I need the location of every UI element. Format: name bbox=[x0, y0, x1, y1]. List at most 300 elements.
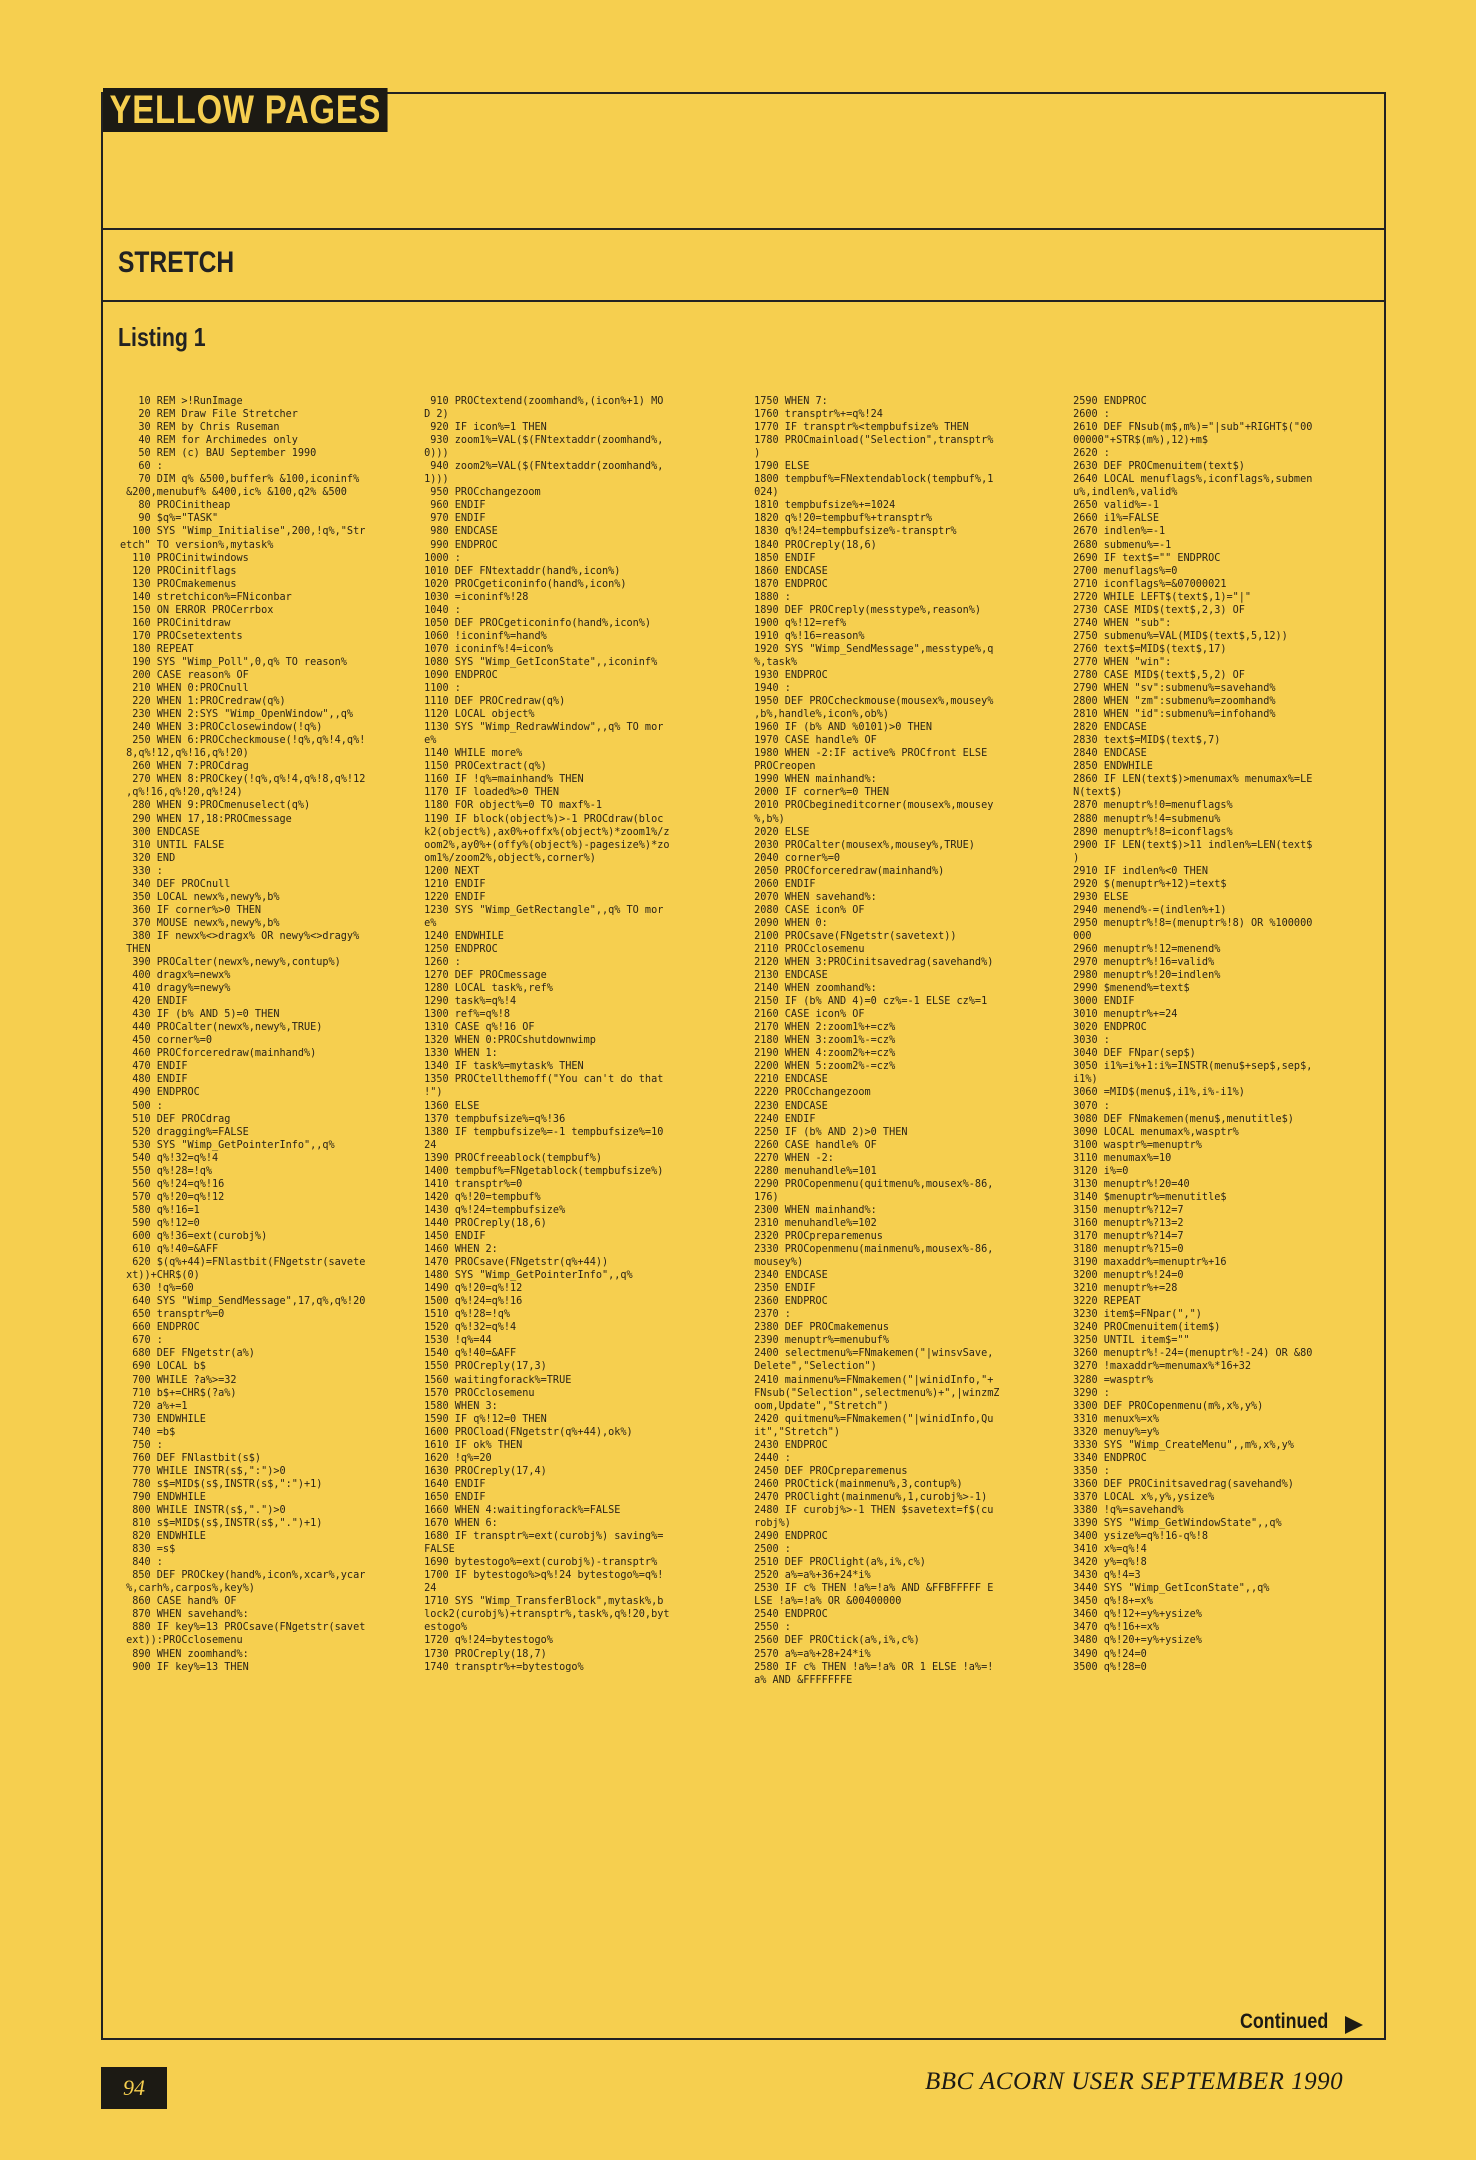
code-line: 1700 IF bytestogo%>q%!24 bytestogo%=q%! bbox=[418, 1570, 664, 1582]
code-column-4 bbox=[1067, 395, 1312, 1950]
code-line: 1740 transptr%+=bytestogo% bbox=[418, 1661, 584, 1673]
code-line: 1390 PROCfreeablock(tempbuf%) bbox=[418, 1152, 603, 1164]
code-line: 3200 menuptr%!24=0 bbox=[1067, 1270, 1184, 1282]
code-line: 120 PROCinitflags bbox=[120, 565, 237, 577]
code-line: 1520 q%!32=q%!4 bbox=[418, 1322, 517, 1334]
code-line: 1180 FOR object%=0 TO maxf%-1 bbox=[418, 800, 603, 812]
code-line: 3310 menux%=x% bbox=[1067, 1413, 1160, 1425]
code-line: 800 WHILE INSTR(s$,".")>0 bbox=[120, 1504, 286, 1516]
code-line: 750 : bbox=[120, 1439, 163, 1451]
code-line: %,b%) bbox=[748, 813, 785, 825]
code-line: 730 ENDWHILE bbox=[120, 1413, 206, 1425]
code-line: 80 PROCinitheap bbox=[120, 500, 231, 512]
code-line: 1430 q%!24=tempbufsize% bbox=[418, 1204, 566, 1216]
code-line: 240 WHEN 3:PROCclosewindow(!q%) bbox=[120, 722, 323, 734]
code-line: 1250 ENDPROC bbox=[418, 943, 498, 955]
code-line: &200,menubuf% &400,ic% &100,q2% &500 bbox=[120, 487, 347, 499]
code-line: 2070 WHEN savehand%: bbox=[748, 891, 877, 903]
code-line: 650 transptr%=0 bbox=[120, 1309, 225, 1321]
code-line: 2340 ENDCASE bbox=[748, 1270, 828, 1282]
code-line: 180 REPEAT bbox=[120, 643, 194, 655]
code-line: 3010 menuptr%+=24 bbox=[1067, 1009, 1178, 1021]
code-line: 2560 DEF PROCtick(a%,i%,c%) bbox=[748, 1635, 920, 1647]
code-line: 780 s$=MID$(s$,INSTR(s$,":")+1) bbox=[120, 1478, 323, 1490]
code-line: N(text$) bbox=[1067, 787, 1123, 799]
code-line: 10 REM >!RunImage bbox=[120, 396, 243, 407]
code-column-1 bbox=[120, 395, 365, 1950]
code-line: 220 WHEN 1:PROCredraw(q%) bbox=[120, 696, 286, 708]
code-line: 2790 WHEN "sv":submenu%=savehand% bbox=[1067, 683, 1276, 695]
code-line: 2530 IF c% THEN !a%=!a% AND &FFBFFFFF E bbox=[748, 1583, 994, 1595]
code-line: 3370 LOCAL x%,y%,ysize% bbox=[1067, 1491, 1215, 1503]
code-line: 1230 SYS "Wimp_GetRectangle",,q% TO mor bbox=[418, 904, 664, 916]
code-line: 270 WHEN 8:PROCkey(!q%,q%!4,q%!8,q%!12 bbox=[120, 774, 366, 786]
code-line: 310 UNTIL FALSE bbox=[120, 839, 225, 851]
code-line: 2180 WHEN 3:zoom1%-=cz% bbox=[748, 1035, 896, 1047]
code-line: 360 IF corner%>0 THEN bbox=[120, 904, 262, 916]
code-line: 1970 CASE handle% OF bbox=[748, 735, 877, 747]
code-line: 1480 SYS "Wimp_GetPointerInfo",,q% bbox=[418, 1270, 633, 1282]
code-line: 3350 : bbox=[1067, 1465, 1110, 1477]
code-line: 3070 : bbox=[1067, 1100, 1110, 1112]
code-line: 760 DEF FNlastbit(s$) bbox=[120, 1452, 262, 1464]
code-line: 3050 i1%=i%+1:i%=INSTR(menu$+sep$,sep$, bbox=[1067, 1061, 1313, 1073]
code-line: 3250 UNTIL item$="" bbox=[1067, 1335, 1190, 1347]
code-line: 1840 PROCreply(18,6) bbox=[748, 539, 877, 551]
code-line: 1600 PROCload(FNgetstr(q%+44),ok%) bbox=[418, 1426, 633, 1438]
code-line: 1490 q%!20=q%!12 bbox=[418, 1283, 523, 1295]
code-line: 2500 : bbox=[748, 1544, 791, 1556]
code-line: 2710 iconflags%=&07000021 bbox=[1067, 578, 1227, 590]
code-line: 2130 ENDCASE bbox=[748, 970, 828, 982]
code-line: 2040 corner%=0 bbox=[748, 852, 841, 864]
code-line: 2200 WHEN 5:zoom2%-=cz% bbox=[748, 1061, 896, 1073]
code-line: 3180 menuptr%?15=0 bbox=[1067, 1244, 1184, 1256]
code-line: 1200 NEXT bbox=[418, 865, 480, 877]
code-line: 1030 =iconinf%!28 bbox=[418, 591, 529, 603]
code-line: 1))) bbox=[418, 474, 449, 486]
code-line: 2670 indlen%=-1 bbox=[1067, 526, 1166, 538]
code-line: 1680 IF transptr%=ext(curobj%) saving%= bbox=[418, 1531, 664, 1543]
code-line: 280 WHEN 9:PROCmenuselect(q%) bbox=[120, 800, 311, 812]
code-line: 2050 PROCforceredraw(mainhand%) bbox=[748, 865, 945, 877]
code-line: 1850 ENDIF bbox=[748, 552, 816, 564]
code-line: 2250 IF (b% AND 2)>0 THEN bbox=[748, 1126, 908, 1138]
code-line: 2820 ENDCASE bbox=[1067, 722, 1147, 734]
code-line: 2450 DEF PROCpreparemenus bbox=[748, 1465, 908, 1477]
code-line: 1920 SYS "Wimp_SendMessage",messtype%,q bbox=[748, 643, 994, 655]
code-line: 2840 ENDCASE bbox=[1067, 748, 1147, 760]
section-banner: YELLOW PAGES bbox=[103, 88, 388, 132]
code-line: 40 REM for Archimedes only bbox=[120, 435, 298, 447]
code-line: 670 : bbox=[120, 1335, 163, 1347]
code-line: 1050 DEF PROCgeticoninfo(hand%,icon%) bbox=[418, 617, 652, 629]
code-line: 1910 q%!16=reason% bbox=[748, 630, 865, 642]
code-line: 2160 CASE icon% OF bbox=[748, 1009, 865, 1021]
code-line: 2280 menuhandle%=101 bbox=[748, 1165, 877, 1177]
code-line: 2060 ENDIF bbox=[748, 878, 816, 890]
code-line: 1330 WHEN 1: bbox=[418, 1048, 498, 1060]
code-line: 830 =s$ bbox=[120, 1544, 176, 1556]
code-line: 1560 waitingforack%=TRUE bbox=[418, 1374, 572, 1386]
code-line: 740 =b$ bbox=[120, 1426, 176, 1438]
code-line: 1190 IF block(object%)>-1 PROCdraw(bloc bbox=[418, 813, 664, 825]
code-line: 690 LOCAL b$ bbox=[120, 1361, 206, 1373]
code-line: 1260 : bbox=[418, 957, 461, 969]
code-line: 3280 =wasptr% bbox=[1067, 1374, 1153, 1386]
code-line: 1170 IF loaded%>0 THEN bbox=[418, 787, 560, 799]
code-line: 980 ENDCASE bbox=[418, 526, 498, 538]
code-line: 140 stretchicon%=FNiconbar bbox=[120, 591, 292, 603]
code-line: 1160 IF !q%=mainhand% THEN bbox=[418, 774, 584, 786]
code-line: 2630 DEF PROCmenuitem(text$) bbox=[1067, 461, 1245, 473]
code-line: 1650 ENDIF bbox=[418, 1491, 486, 1503]
code-line: 3300 DEF PROCopenmenu(m%,x%,y%) bbox=[1067, 1400, 1264, 1412]
code-line: 880 IF key%=13 PROCsave(FNgetstr(savet bbox=[120, 1622, 366, 1634]
code-line: 1420 q%!20=tempbuf% bbox=[418, 1191, 541, 1203]
code-line: 2150 IF (b% AND 4)=0 cz%=-1 ELSE cz%=1 bbox=[748, 996, 988, 1008]
code-line: 1900 q%!12=ref% bbox=[748, 617, 847, 629]
code-line: 1460 WHEN 2: bbox=[418, 1244, 498, 1256]
code-line: 3210 menuptr%+=28 bbox=[1067, 1283, 1178, 1295]
code-line: 000 bbox=[1067, 930, 1092, 942]
code-line: 2260 CASE handle% OF bbox=[748, 1139, 877, 1151]
code-line: 1510 q%!28=!q% bbox=[418, 1309, 511, 1321]
code-line: 8,q%!12,q%!16,q%!20) bbox=[120, 748, 249, 760]
code-line: xt))+CHR$(0) bbox=[120, 1270, 200, 1282]
code-line: 2300 WHEN mainhand%: bbox=[748, 1204, 877, 1216]
footer-text: BBC ACORN USER SEPTEMBER 1990 bbox=[925, 2068, 1344, 2095]
code-line: 176) bbox=[748, 1191, 779, 1203]
code-line: 1210 ENDIF bbox=[418, 878, 486, 890]
code-line: 1890 DEF PROCreply(messtype%,reason%) bbox=[748, 604, 982, 616]
code-line: 2640 LOCAL menuflags%,iconflags%,submen bbox=[1067, 474, 1313, 486]
code-line: 3490 q%!24=0 bbox=[1067, 1648, 1147, 1660]
code-line: 3230 item$=FNpar(",") bbox=[1067, 1309, 1202, 1321]
code-line: FNsub("Selection",selectmenu%)+",|winzmZ bbox=[748, 1387, 1000, 1399]
code-line: 24 bbox=[418, 1139, 437, 1151]
code-line: 1400 tempbuf%=FNgetablock(tempbufsize%) bbox=[418, 1165, 664, 1177]
code-line: 3080 DEF FNmakemen(menu$,menutitle$) bbox=[1067, 1113, 1294, 1125]
code-line: 3340 ENDPROC bbox=[1067, 1452, 1147, 1464]
code-line: 1110 DEF PROCredraw(q%) bbox=[418, 696, 566, 708]
code-line: 3220 REPEAT bbox=[1067, 1296, 1141, 1308]
code-line: 2310 menuhandle%=102 bbox=[748, 1217, 877, 1229]
code-line: 320 END bbox=[120, 852, 176, 864]
code-line: 1870 ENDPROC bbox=[748, 578, 828, 590]
code-line: 100 SYS "Wimp_Initialise",200,!q%,"Str bbox=[120, 526, 366, 538]
code-line: a% AND &FFFFFFFE bbox=[748, 1674, 853, 1686]
code-line: 3120 i%=0 bbox=[1067, 1165, 1129, 1177]
code-line: 1040 : bbox=[418, 604, 461, 616]
article-title: STRETCH bbox=[118, 246, 235, 279]
code-line: 2220 PROCchangezoom bbox=[748, 1087, 871, 1099]
code-line: 00000"+STR$(m%),12)+m$ bbox=[1067, 435, 1209, 447]
code-line: 2810 WHEN "id":submenu%=infohand% bbox=[1067, 709, 1276, 721]
code-line: 950 PROCchangezoom bbox=[418, 487, 541, 499]
code-line: 2170 WHEN 2:zoom1%+=cz% bbox=[748, 1022, 896, 1034]
code-line: 2090 WHEN 0: bbox=[748, 917, 828, 929]
code-line: 3090 LOCAL menumax%,wasptr% bbox=[1067, 1126, 1239, 1138]
code-line: 1640 ENDIF bbox=[418, 1478, 486, 1490]
code-line: 3060 =MID$(menu$,i1%,i%-i1%) bbox=[1067, 1087, 1245, 1099]
code-line: 290 WHEN 17,18:PROCmessage bbox=[120, 813, 292, 825]
code-line: 2920 $(menuptr%+12)=text$ bbox=[1067, 878, 1227, 890]
code-line: 2730 CASE MID$(text$,2,3) OF bbox=[1067, 604, 1245, 616]
code-line: 1120 LOCAL object% bbox=[418, 709, 535, 721]
code-line: 160 PROCinitdraw bbox=[120, 617, 231, 629]
code-line: 590 q%!12=0 bbox=[120, 1217, 200, 1229]
code-line: lock2(curobj%)+transptr%,task%,q%!20,byt bbox=[418, 1609, 670, 1621]
code-line: 3360 DEF PROCinitsavedrag(savehand%) bbox=[1067, 1478, 1294, 1490]
code-line: 024) bbox=[748, 487, 779, 499]
code-line: mousey%) bbox=[748, 1257, 804, 1269]
code-line: 2000 IF corner%=0 THEN bbox=[748, 787, 890, 799]
code-line: 450 corner%=0 bbox=[120, 1035, 213, 1047]
code-line: 2030 PROCalter(mousex%,mousey%,TRUE) bbox=[748, 839, 975, 851]
code-line: 2860 IF LEN(text$)>menumax% menumax%=LE bbox=[1067, 774, 1313, 786]
code-line: 660 ENDPROC bbox=[120, 1322, 200, 1334]
code-line: 2580 IF c% THEN !a%=!a% OR 1 ELSE !a%=! bbox=[748, 1661, 994, 1673]
code-line: LSE !a%=!a% OR &00400000 bbox=[748, 1596, 902, 1608]
code-line: 200 CASE reason% OF bbox=[120, 669, 249, 681]
code-line: k2(object%),ax0%+offx%(object%)*zoom1%/z bbox=[418, 826, 670, 838]
code-line: 640 SYS "Wimp_SendMessage",17,q%,q%!20 bbox=[120, 1296, 366, 1308]
code-line: 90 $q%="TASK" bbox=[120, 513, 219, 525]
code-line: 2960 menuptr%!12=menend% bbox=[1067, 943, 1221, 955]
code-line: 2850 ENDWHILE bbox=[1067, 761, 1153, 773]
code-line: 440 PROCalter(newx%,newy%,TRUE) bbox=[120, 1022, 323, 1034]
code-line: 24 bbox=[418, 1583, 437, 1595]
code-line: 3450 q%!8+=x% bbox=[1067, 1596, 1153, 1608]
code-line: 820 ENDWHILE bbox=[120, 1531, 206, 1543]
code-line: !") bbox=[418, 1087, 443, 1099]
code-line: 700 WHILE ?a%>=32 bbox=[120, 1374, 237, 1386]
code-line: 2620 : bbox=[1067, 448, 1110, 460]
code-line: 2190 WHEN 4:zoom2%+=cz% bbox=[748, 1048, 896, 1060]
code-line: i1%) bbox=[1067, 1074, 1098, 1086]
code-line: om1%/zoom2%,object%,corner%) bbox=[418, 852, 596, 864]
code-line: 3380 !q%=savehand% bbox=[1067, 1504, 1184, 1516]
code-line: 2870 menuptr%!0=menuflags% bbox=[1067, 800, 1233, 812]
code-line: 430 IF (b% AND 5)=0 THEN bbox=[120, 1009, 280, 1021]
code-line: 900 IF key%=13 THEN bbox=[120, 1661, 249, 1673]
code-line: 940 zoom2%=VAL($(FNtextaddr(zoomhand%, bbox=[418, 461, 664, 473]
code-line: 960 ENDIF bbox=[418, 500, 486, 512]
code-line: 1090 ENDPROC bbox=[418, 669, 498, 681]
code-line: 1750 WHEN 7: bbox=[748, 396, 828, 407]
code-line: 2770 WHEN "win": bbox=[1067, 656, 1172, 668]
code-line: 2440 : bbox=[748, 1452, 791, 1464]
code-line: 2970 menuptr%!16=valid% bbox=[1067, 957, 1215, 969]
code-line: 2290 PROCopenmenu(quitmenu%,mousex%-86, bbox=[748, 1178, 994, 1190]
code-line: 560 q%!24=q%!16 bbox=[120, 1178, 225, 1190]
page-number: 94 bbox=[101, 2067, 167, 2109]
code-line: 1020 PROCgeticoninfo(hand%,icon%) bbox=[418, 578, 627, 590]
code-line: 1950 DEF PROCcheckmouse(mousex%,mousey% bbox=[748, 696, 994, 708]
code-line: 3240 PROCmenuitem(item$) bbox=[1067, 1322, 1221, 1334]
code-line: 2270 WHEN -2: bbox=[748, 1152, 834, 1164]
code-line: 1930 ENDPROC bbox=[748, 669, 828, 681]
code-line: 260 WHEN 7:PROCdrag bbox=[120, 761, 249, 773]
code-line: 710 b$+=CHR$(?a%) bbox=[120, 1387, 237, 1399]
code-line: 2240 ENDIF bbox=[748, 1113, 816, 1125]
code-line: 1540 q%!40=&AFF bbox=[418, 1348, 517, 1360]
code-line: 3460 q%!12+=y%+ysize% bbox=[1067, 1609, 1202, 1621]
code-line: 1660 WHEN 4:waitingforack%=FALSE bbox=[418, 1504, 621, 1516]
code-line: 30 REM by Chris Ruseman bbox=[120, 422, 280, 434]
code-line: 610 q%!40=&AFF bbox=[120, 1244, 219, 1256]
code-line: 2950 menuptr%!8=(menuptr%!8) OR %100000 bbox=[1067, 917, 1313, 929]
code-line: 400 dragx%=newx% bbox=[120, 970, 231, 982]
code-line: 1720 q%!24=bytestogo% bbox=[418, 1635, 553, 1647]
code-line: 3440 SYS "Wimp_GetIconState",,q% bbox=[1067, 1583, 1270, 1595]
code-line: oom,Update","Stretch") bbox=[748, 1400, 890, 1412]
code-line: PROCreopen bbox=[748, 761, 816, 773]
code-line: 2800 WHEN "zm":submenu%=zoomhand% bbox=[1067, 696, 1276, 708]
code-line: 2020 ELSE bbox=[748, 826, 810, 838]
code-line: 1980 WHEN -2:IF active% PROCfront ELSE bbox=[748, 748, 988, 760]
code-column-2 bbox=[418, 395, 669, 1950]
code-line: 990 ENDPROC bbox=[418, 539, 498, 551]
code-line: 3170 menuptr%?14=7 bbox=[1067, 1231, 1184, 1242]
code-line: 2480 IF curobj%>-1 THEN $savetext=f$(cu bbox=[748, 1504, 994, 1516]
code-line: 2080 CASE icon% OF bbox=[748, 904, 865, 916]
code-line: 2650 valid%=-1 bbox=[1067, 500, 1160, 512]
code-line: 600 q%!36=ext(curobj%) bbox=[120, 1231, 268, 1242]
code-line: 1080 SYS "Wimp_GetIconState",,iconinf% bbox=[418, 656, 658, 668]
code-line: 1320 WHEN 0:PROCshutdownwimp bbox=[418, 1035, 596, 1047]
code-line: 2680 submenu%=-1 bbox=[1067, 539, 1172, 551]
code-line: 470 ENDIF bbox=[120, 1061, 188, 1073]
code-line: 0))) bbox=[418, 448, 449, 460]
code-line: 1810 tempbufsize%+=1024 bbox=[748, 500, 896, 512]
code-line: 840 : bbox=[120, 1557, 163, 1569]
code-line: 2760 text$=MID$(text$,17) bbox=[1067, 643, 1227, 655]
code-line: 2230 ENDCASE bbox=[748, 1100, 828, 1112]
code-line: oom2%,ay0%+(offy%(object%)-pagesize%)*zo bbox=[418, 839, 670, 851]
code-line: 1360 ELSE bbox=[418, 1100, 480, 1112]
code-line: 1960 IF (b% AND %0101)>0 THEN bbox=[748, 722, 933, 734]
code-line: 2910 IF indlen%<0 THEN bbox=[1067, 865, 1209, 877]
code-line: ext)):PROCclosemenu bbox=[120, 1635, 243, 1647]
code-line: 1760 transptr%+=q%!24 bbox=[748, 409, 883, 421]
code-line: 2690 IF text$="" ENDPROC bbox=[1067, 552, 1221, 564]
code-line: it","Stretch") bbox=[748, 1426, 841, 1438]
code-line: ,b%,handle%,icon%,ob%) bbox=[748, 709, 890, 721]
code-line: 860 CASE hand% OF bbox=[120, 1596, 237, 1608]
code-line: 3270 !maxaddr%=menumax%*16+32 bbox=[1067, 1361, 1252, 1373]
code-line: 720 a%+=1 bbox=[120, 1400, 188, 1412]
code-line: 2110 PROCclosemenu bbox=[748, 943, 865, 955]
code-line: 3400 ysize%=q%!16-q%!8 bbox=[1067, 1531, 1209, 1543]
code-line: 1550 PROCreply(17,3) bbox=[418, 1361, 547, 1373]
code-line: 920 IF icon%=1 THEN bbox=[418, 422, 547, 434]
code-line: 1070 iconinf%!4=icon% bbox=[418, 643, 553, 655]
code-line: 2390 menuptr%=menubuf% bbox=[748, 1335, 890, 1347]
code-line: 1010 DEF FNtextaddr(hand%,icon%) bbox=[418, 565, 621, 577]
code-line: 540 q%!32=q%!4 bbox=[120, 1152, 219, 1164]
code-line: 230 WHEN 2:SYS "Wimp_OpenWindow",,q% bbox=[120, 709, 354, 721]
code-line: 3330 SYS "Wimp_CreateMenu",,m%,x%,y% bbox=[1067, 1439, 1294, 1451]
code-line: 1800 tempbuf%=FNextendablock(tempbuf%,1 bbox=[748, 474, 994, 486]
code-line: 870 WHEN savehand%: bbox=[120, 1609, 249, 1621]
code-line: 3110 menumax%=10 bbox=[1067, 1152, 1172, 1164]
code-line: 1530 !q%=44 bbox=[418, 1335, 492, 1347]
code-line: 3130 menuptr%!20=40 bbox=[1067, 1178, 1190, 1190]
code-line: 380 IF newx%<>dragx% OR newy%<>dragy% bbox=[120, 930, 360, 942]
code-line: 2010 PROCbegineditcorner(mousex%,mousey bbox=[748, 800, 994, 812]
code-line: 2410 mainmenu%=FNmakemen("|winidInfo,"+ bbox=[748, 1374, 994, 1386]
code-line: 1350 PROCtellthemoff("You can't do that bbox=[418, 1074, 664, 1086]
code-line: 2330 PROCopenmenu(mainmenu%,mousex%-86, bbox=[748, 1244, 994, 1256]
code-line: 1220 ENDIF bbox=[418, 891, 486, 903]
code-line: 130 PROCmakemenus bbox=[120, 578, 237, 590]
code-line: 1130 SYS "Wimp_RedrawWindow",,q% TO mor bbox=[418, 722, 664, 734]
code-line: 150 ON ERROR PROCerrbox bbox=[120, 604, 274, 616]
code-line: 2540 ENDPROC bbox=[748, 1609, 828, 1621]
code-line: 2520 a%=a%+36+24*i% bbox=[748, 1570, 871, 1582]
code-line: 680 DEF FNgetstr(a%) bbox=[120, 1348, 255, 1360]
code-line: 1670 WHEN 6: bbox=[418, 1518, 498, 1530]
code-line: estogo% bbox=[418, 1622, 468, 1634]
code-line: 3480 q%!20+=y%+ysize% bbox=[1067, 1635, 1202, 1647]
code-line: 790 ENDWHILE bbox=[120, 1491, 206, 1503]
code-line: 1380 IF tempbufsize%=-1 tempbufsize%=10 bbox=[418, 1126, 664, 1138]
divider bbox=[101, 228, 1386, 230]
code-line: 1730 PROCreply(18,7) bbox=[418, 1648, 547, 1660]
code-line: 1780 PROCmainload("Selection",transptr% bbox=[748, 435, 994, 447]
code-line: 1310 CASE q%!16 OF bbox=[418, 1022, 535, 1034]
code-line: 1410 transptr%=0 bbox=[418, 1178, 523, 1190]
code-line: 2720 WHILE LEFT$(text$,1)="|" bbox=[1067, 591, 1252, 603]
code-line: 850 DEF PROCkey(hand%,icon%,xcar%,ycar bbox=[120, 1570, 366, 1582]
code-line: 2430 ENDPROC bbox=[748, 1439, 828, 1451]
code-line: %,task% bbox=[748, 656, 798, 668]
code-line: 20 REM Draw File Stretcher bbox=[120, 409, 298, 421]
code-line: 350 LOCAL newx%,newy%,b% bbox=[120, 891, 280, 903]
listing-title: Listing 1 bbox=[118, 322, 206, 352]
code-line: 2780 CASE MID$(text$,5,2) OF bbox=[1067, 669, 1245, 681]
code-line: etch" TO version%,mytask% bbox=[120, 539, 274, 551]
code-line: 2380 DEF PROCmakemenus bbox=[748, 1322, 890, 1334]
code-column-3 bbox=[748, 395, 999, 1950]
code-line: 3150 menuptr%?12=7 bbox=[1067, 1204, 1184, 1216]
code-line: ,q%!16,q%!20,q%!24) bbox=[120, 787, 243, 799]
code-line: 300 ENDCASE bbox=[120, 826, 200, 838]
code-line: 2210 ENDCASE bbox=[748, 1074, 828, 1086]
code-line: 1590 IF q%!12=0 THEN bbox=[418, 1413, 547, 1425]
code-line: 1940 : bbox=[748, 683, 791, 695]
code-line: 1620 !q%=20 bbox=[418, 1452, 492, 1464]
code-line: 2940 menend%-=(indlen%+1) bbox=[1067, 904, 1227, 916]
code-line: 330 : bbox=[120, 865, 163, 877]
code-line: 490 ENDPROC bbox=[120, 1087, 200, 1099]
code-line: 390 PROCalter(newx%,newy%,contup%) bbox=[120, 957, 341, 969]
code-line: 1150 PROCextract(q%) bbox=[418, 761, 547, 773]
code-line: e% bbox=[418, 735, 437, 747]
code-line: 1450 ENDIF bbox=[418, 1231, 486, 1242]
code-line: 2550 : bbox=[748, 1622, 791, 1634]
code-line: 1610 IF ok% THEN bbox=[418, 1439, 523, 1451]
code-line: 3020 ENDPROC bbox=[1067, 1022, 1147, 1034]
code-line: 2360 ENDPROC bbox=[748, 1296, 828, 1308]
code-line: 3420 y%=q%!8 bbox=[1067, 1557, 1147, 1569]
code-line: 1860 ENDCASE bbox=[748, 565, 828, 577]
code-line: 190 SYS "Wimp_Poll",0,q% TO reason% bbox=[120, 656, 347, 668]
code-line: 580 q%!16=1 bbox=[120, 1204, 200, 1216]
code-line: 3030 : bbox=[1067, 1035, 1110, 1047]
